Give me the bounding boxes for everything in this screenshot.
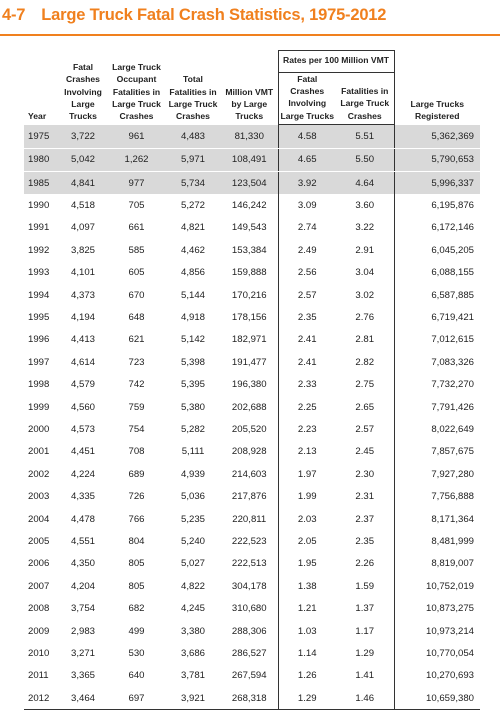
cell-fatal-crashes: 4,224 xyxy=(70,468,95,480)
cell-year: 2010 xyxy=(28,647,50,659)
cell-million-vmt: 182,971 xyxy=(231,334,267,346)
cell-rate-fatalities: 2.81 xyxy=(336,329,394,351)
table-row xyxy=(24,463,480,485)
cell-occupant-fatalities: 697 xyxy=(108,687,165,710)
cell-rate-fatalities: 2.35 xyxy=(336,530,394,552)
cell-million-vmt: 220,811 xyxy=(232,513,267,525)
cell-rate-fatal-crashes: 2.23 xyxy=(278,418,336,440)
cell-total-fatalities: 3,781 xyxy=(180,670,205,682)
cell-million-vmt: 146,242 xyxy=(231,200,267,212)
cell-rate-fatal-crashes: 2.56 xyxy=(278,262,336,284)
cell-million-vmt: 222,523 xyxy=(231,535,267,547)
cell-total-fatalities: 5,111 xyxy=(181,446,205,458)
cell-rate-fatal-crashes: 2.03 xyxy=(278,508,336,530)
cell-total-fatalities: 3,380 xyxy=(180,625,205,637)
cell-million-vmt: 191,477 xyxy=(231,356,267,368)
table-body xyxy=(24,125,480,710)
cell-registered: 7,732,270 xyxy=(431,379,474,391)
cell-fatal-crashes: 4,451 xyxy=(70,446,95,458)
cell-registered: 8,022,649 xyxy=(431,423,474,435)
cell-million-vmt: 170,216 xyxy=(231,289,267,301)
cell-rate-fatal-crashes: 1.26 xyxy=(278,665,336,687)
cell-total-fatalities: 5,380 xyxy=(180,401,205,413)
header-row-group xyxy=(24,51,480,73)
cell-fatal-crashes: 4,573 xyxy=(70,423,95,435)
cell-rate-fatal-crashes: 1.97 xyxy=(278,463,336,485)
cell-occupant-fatalities: 661 xyxy=(128,222,145,234)
cell-year: 1980 xyxy=(24,148,58,171)
cell-rate-fatalities: 1.46 xyxy=(336,687,394,710)
table-row xyxy=(24,396,480,418)
cell-fatal-crashes: 4,101 xyxy=(70,267,95,279)
cell-million-vmt: 149,543 xyxy=(231,222,267,234)
table-row xyxy=(24,553,480,575)
cell-rate-fatal-crashes: 2.41 xyxy=(278,329,336,351)
header-year: Year xyxy=(28,111,47,122)
cell-occupant-fatalities: 605 xyxy=(128,267,145,279)
cell-occupant-fatalities: 648 xyxy=(128,312,145,324)
cell-rate-fatalities: 3.60 xyxy=(336,194,394,216)
cell-registered: 5,790,653 xyxy=(394,148,480,171)
cell-rate-fatal-crashes: 3.92 xyxy=(278,172,336,195)
cell-million-vmt: 217,876 xyxy=(231,491,267,503)
cell-fatal-crashes: 4,350 xyxy=(70,558,95,570)
table-row xyxy=(24,239,480,261)
table-row xyxy=(24,620,480,642)
table-row xyxy=(24,148,480,171)
cell-fatal-crashes: 3,365 xyxy=(70,670,95,682)
cell-total-fatalities: 5,036 xyxy=(180,491,205,503)
cell-rate-fatal-crashes: 3.09 xyxy=(278,194,336,216)
cell-million-vmt: 108,491 xyxy=(221,148,278,171)
table-row xyxy=(24,329,480,351)
cell-million-vmt: 208,928 xyxy=(231,446,267,458)
cell-year: 1999 xyxy=(28,401,50,413)
cell-total-fatalities: 4,822 xyxy=(180,580,205,592)
cell-rate-fatal-crashes: 1.99 xyxy=(278,485,336,507)
cell-rate-fatal-crashes: 1.21 xyxy=(278,597,336,619)
cell-registered: 8,481,999 xyxy=(431,535,474,547)
cell-rate-fatal-crashes: 2.74 xyxy=(278,217,336,239)
cell-fatal-crashes: 2,983 xyxy=(70,625,95,637)
cell-total-fatalities: 4,939 xyxy=(180,468,205,480)
table-row xyxy=(24,575,480,597)
cell-fatal-crashes: 4,560 xyxy=(70,401,95,413)
header-registered: Large Trucks Registered xyxy=(410,98,464,122)
header-million-vmt: Million VMT by Large Trucks xyxy=(225,86,274,122)
cell-rate-fatal-crashes: 2.25 xyxy=(278,396,336,418)
cell-year: 2000 xyxy=(28,423,50,435)
table-row xyxy=(24,597,480,619)
cell-registered: 6,172,146 xyxy=(431,222,474,234)
cell-rate-fatalities: 5.50 xyxy=(336,148,394,171)
cell-rate-fatalities: 2.31 xyxy=(336,485,394,507)
cell-year: 2007 xyxy=(28,580,50,592)
cell-fatal-crashes: 4,551 xyxy=(70,535,95,547)
cell-total-fatalities: 3,686 xyxy=(180,647,205,659)
header-occupant-fatalities: Large Truck Occupant Fatalities in Large Truck Crashes xyxy=(112,61,161,122)
cell-total-fatalities: 5,971 xyxy=(165,148,221,171)
cell-registered: 10,659,380 xyxy=(394,687,480,710)
header-rate-fatal-crashes: Fatal Crashes Involving Large Trucks xyxy=(278,72,336,125)
cell-total-fatalities: 3,921 xyxy=(165,687,221,710)
cell-rate-fatalities: 3.04 xyxy=(336,262,394,284)
cell-occupant-fatalities: 977 xyxy=(108,172,165,195)
cell-fatal-crashes: 3,271 xyxy=(70,647,95,659)
cell-rate-fatalities: 2.75 xyxy=(336,374,394,396)
cell-occupant-fatalities: 805 xyxy=(128,558,145,570)
cell-registered: 6,088,155 xyxy=(431,267,474,279)
table-row xyxy=(24,125,480,148)
cell-million-vmt: 214,603 xyxy=(231,468,267,480)
cell-occupant-fatalities: 961 xyxy=(108,125,165,148)
cell-million-vmt: 286,527 xyxy=(231,647,267,659)
table-row xyxy=(24,194,480,216)
cell-registered: 7,857,675 xyxy=(431,446,474,458)
cell-fatal-crashes: 4,841 xyxy=(58,172,108,195)
cell-rate-fatalities: 2.26 xyxy=(336,553,394,575)
cell-occupant-fatalities: 689 xyxy=(128,468,145,480)
table-row xyxy=(24,485,480,507)
cell-year: 1994 xyxy=(28,289,50,301)
cell-total-fatalities: 5,240 xyxy=(180,535,205,547)
cell-year: 1992 xyxy=(28,244,50,256)
cell-million-vmt: 123,504 xyxy=(221,172,278,195)
cell-occupant-fatalities: 499 xyxy=(128,625,145,637)
cell-registered: 8,819,007 xyxy=(431,558,474,570)
cell-rate-fatalities: 1.29 xyxy=(336,642,394,664)
cell-fatal-crashes: 3,722 xyxy=(58,125,108,148)
cell-total-fatalities: 5,395 xyxy=(180,379,205,391)
cell-rate-fatal-crashes: 2.05 xyxy=(278,530,336,552)
cell-occupant-fatalities: 759 xyxy=(128,401,145,413)
cell-million-vmt: 205,520 xyxy=(231,423,267,435)
cell-registered: 10,270,693 xyxy=(425,670,474,682)
cell-rate-fatal-crashes: 1.95 xyxy=(278,553,336,575)
cell-fatal-crashes: 3,464 xyxy=(58,687,108,710)
cell-registered: 10,752,019 xyxy=(425,580,474,592)
cell-million-vmt: 268,318 xyxy=(221,687,278,710)
table-row xyxy=(24,687,480,710)
cell-occupant-fatalities: 726 xyxy=(128,491,145,503)
cell-million-vmt: 153,384 xyxy=(231,244,267,256)
cell-occupant-fatalities: 682 xyxy=(128,603,145,615)
cell-total-fatalities: 4,918 xyxy=(180,312,205,324)
cell-total-fatalities: 4,245 xyxy=(180,603,205,615)
cell-year: 2009 xyxy=(28,625,50,637)
cell-fatal-crashes: 4,478 xyxy=(70,513,95,525)
cell-occupant-fatalities: 1,262 xyxy=(108,148,165,171)
cell-fatal-crashes: 4,579 xyxy=(70,379,95,391)
cell-million-vmt: 222,513 xyxy=(231,558,267,570)
cell-rate-fatal-crashes: 2.35 xyxy=(278,306,336,328)
cell-rate-fatalities: 5.51 xyxy=(336,125,394,148)
cell-total-fatalities: 5,142 xyxy=(180,334,205,346)
table-row xyxy=(24,284,480,306)
header-rate-fatalities: Fatalities in Large Truck Crashes xyxy=(336,72,394,125)
cell-registered: 10,873,275 xyxy=(425,603,474,615)
cell-fatal-crashes: 4,373 xyxy=(70,289,95,301)
cell-fatal-crashes: 4,097 xyxy=(70,222,95,234)
cell-fatal-crashes: 4,335 xyxy=(70,491,95,503)
cell-rate-fatalities: 2.30 xyxy=(336,463,394,485)
cell-registered: 5,996,337 xyxy=(394,172,480,195)
cell-year: 2006 xyxy=(28,558,50,570)
cell-total-fatalities: 5,272 xyxy=(180,200,205,212)
cell-rate-fatal-crashes: 1.29 xyxy=(278,687,336,710)
table-row xyxy=(24,217,480,239)
cell-registered: 7,012,615 xyxy=(431,334,474,346)
cell-year: 2003 xyxy=(28,491,50,503)
table-row xyxy=(24,262,480,284)
cell-year: 2008 xyxy=(28,603,50,615)
cell-year: 1975 xyxy=(24,125,58,148)
cell-total-fatalities: 5,027 xyxy=(180,558,205,570)
cell-rate-fatalities: 2.65 xyxy=(336,396,394,418)
cell-occupant-fatalities: 530 xyxy=(128,647,145,659)
cell-fatal-crashes: 3,825 xyxy=(70,244,95,256)
cell-occupant-fatalities: 754 xyxy=(128,423,145,435)
cell-rate-fatal-crashes: 4.65 xyxy=(278,148,336,171)
cell-rate-fatal-crashes: 2.41 xyxy=(278,351,336,373)
cell-registered: 10,770,054 xyxy=(425,647,474,659)
cell-occupant-fatalities: 708 xyxy=(128,446,145,458)
cell-million-vmt: 267,594 xyxy=(231,670,267,682)
cell-total-fatalities: 5,144 xyxy=(180,289,205,301)
cell-rate-fatal-crashes: 2.13 xyxy=(278,441,336,463)
cell-fatal-crashes: 3,754 xyxy=(70,603,95,615)
cell-fatal-crashes: 4,614 xyxy=(70,356,95,368)
cell-occupant-fatalities: 621 xyxy=(128,334,145,346)
cell-occupant-fatalities: 766 xyxy=(128,513,145,525)
cell-rate-fatalities: 2.76 xyxy=(336,306,394,328)
cell-rate-fatalities: 4.64 xyxy=(336,172,394,195)
cell-registered: 8,171,364 xyxy=(431,513,474,525)
cell-total-fatalities: 4,821 xyxy=(180,222,205,234)
cell-year: 1991 xyxy=(28,222,50,234)
cell-occupant-fatalities: 723 xyxy=(128,356,145,368)
cell-registered: 7,927,280 xyxy=(431,468,474,480)
cell-registered: 10,973,214 xyxy=(425,625,474,637)
header-rates-group: Rates per 100 Million VMT xyxy=(278,51,394,73)
cell-year: 2011 xyxy=(28,670,49,682)
cell-registered: 5,362,369 xyxy=(394,125,480,148)
header-total-fatalities: Total Fatalities in Large Truck Crashes xyxy=(168,74,218,122)
table-row xyxy=(24,306,480,328)
cell-total-fatalities: 5,398 xyxy=(180,356,205,368)
cell-registered: 6,195,876 xyxy=(431,200,474,212)
cell-occupant-fatalities: 705 xyxy=(128,200,145,212)
cell-year: 1995 xyxy=(28,312,50,324)
cell-rate-fatalities: 2.82 xyxy=(336,351,394,373)
cell-million-vmt: 159,888 xyxy=(231,267,267,279)
cell-million-vmt: 304,178 xyxy=(231,580,267,592)
cell-million-vmt: 81,330 xyxy=(221,125,278,148)
cell-registered: 7,756,888 xyxy=(431,491,474,503)
table-row xyxy=(24,172,480,195)
title-divider xyxy=(0,34,500,36)
cell-rate-fatalities: 1.41 xyxy=(336,665,394,687)
cell-year: 1985 xyxy=(24,172,58,195)
cell-million-vmt: 196,380 xyxy=(231,379,267,391)
cell-rate-fatal-crashes: 2.49 xyxy=(278,239,336,261)
cell-rate-fatal-crashes: 1.14 xyxy=(278,642,336,664)
cell-rate-fatal-crashes: 2.33 xyxy=(278,374,336,396)
cell-year: 1990 xyxy=(28,200,50,212)
cell-rate-fatalities: 1.17 xyxy=(336,620,394,642)
cell-occupant-fatalities: 585 xyxy=(128,244,145,256)
cell-million-vmt: 202,688 xyxy=(231,401,267,413)
cell-rate-fatal-crashes: 1.03 xyxy=(278,620,336,642)
cell-total-fatalities: 5,282 xyxy=(180,423,205,435)
cell-registered: 6,045,205 xyxy=(431,244,474,256)
cell-year: 2005 xyxy=(28,535,50,547)
crash-statistics-table xyxy=(24,50,480,710)
cell-million-vmt: 178,156 xyxy=(231,312,267,324)
header-fatal-crashes: Fatal Crashes Involving Large Trucks xyxy=(64,61,102,122)
cell-registered: 6,719,421 xyxy=(431,312,474,324)
cell-year: 1998 xyxy=(28,379,50,391)
cell-total-fatalities: 4,483 xyxy=(165,125,221,148)
cell-rate-fatalities: 1.59 xyxy=(336,575,394,597)
cell-rate-fatalities: 3.02 xyxy=(336,284,394,306)
cell-million-vmt: 310,680 xyxy=(231,603,267,615)
cell-occupant-fatalities: 670 xyxy=(128,289,145,301)
section-number: 4-7 xyxy=(2,6,26,24)
cell-rate-fatalities: 2.57 xyxy=(336,418,394,440)
cell-year: 1996 xyxy=(28,334,50,346)
cell-rate-fatalities: 1.37 xyxy=(336,597,394,619)
cell-million-vmt: 288,306 xyxy=(231,625,267,637)
cell-rate-fatalities: 2.91 xyxy=(336,239,394,261)
cell-fatal-crashes: 4,204 xyxy=(70,580,95,592)
cell-year: 2004 xyxy=(28,513,50,525)
page-title xyxy=(2,6,386,25)
cell-total-fatalities: 5,734 xyxy=(165,172,221,195)
cell-occupant-fatalities: 742 xyxy=(128,379,145,391)
cell-rate-fatal-crashes: 1.38 xyxy=(278,575,336,597)
cell-rate-fatalities: 2.37 xyxy=(336,508,394,530)
cell-registered: 7,791,426 xyxy=(431,401,474,413)
title-text: Large Truck Fatal Crash Statistics, 1975-2012 xyxy=(41,6,387,24)
cell-occupant-fatalities: 640 xyxy=(128,670,145,682)
cell-registered: 6,587,885 xyxy=(431,289,474,301)
cell-rate-fatal-crashes: 2.57 xyxy=(278,284,336,306)
cell-occupant-fatalities: 805 xyxy=(128,580,145,592)
cell-total-fatalities: 4,856 xyxy=(180,267,205,279)
cell-year: 2012 xyxy=(24,687,58,710)
cell-fatal-crashes: 4,413 xyxy=(70,334,95,346)
cell-year: 1997 xyxy=(28,356,50,368)
cell-year: 2002 xyxy=(28,468,50,480)
cell-year: 2001 xyxy=(28,446,50,458)
cell-occupant-fatalities: 804 xyxy=(128,535,145,547)
cell-rate-fatalities: 2.45 xyxy=(336,441,394,463)
cell-fatal-crashes: 5,042 xyxy=(58,148,108,171)
cell-total-fatalities: 5,235 xyxy=(180,513,205,525)
cell-registered: 7,083,326 xyxy=(431,356,474,368)
cell-rate-fatal-crashes: 4.58 xyxy=(278,125,336,148)
cell-fatal-crashes: 4,518 xyxy=(70,200,95,212)
cell-year: 1993 xyxy=(28,267,50,279)
table-row xyxy=(24,351,480,373)
table-row xyxy=(24,508,480,530)
cell-rate-fatalities: 3.22 xyxy=(336,217,394,239)
table-row xyxy=(24,418,480,440)
table-row xyxy=(24,374,480,396)
table-row xyxy=(24,642,480,664)
cell-total-fatalities: 4,462 xyxy=(180,244,205,256)
table-row xyxy=(24,530,480,552)
cell-fatal-crashes: 4,194 xyxy=(70,312,95,324)
table-row xyxy=(24,441,480,463)
